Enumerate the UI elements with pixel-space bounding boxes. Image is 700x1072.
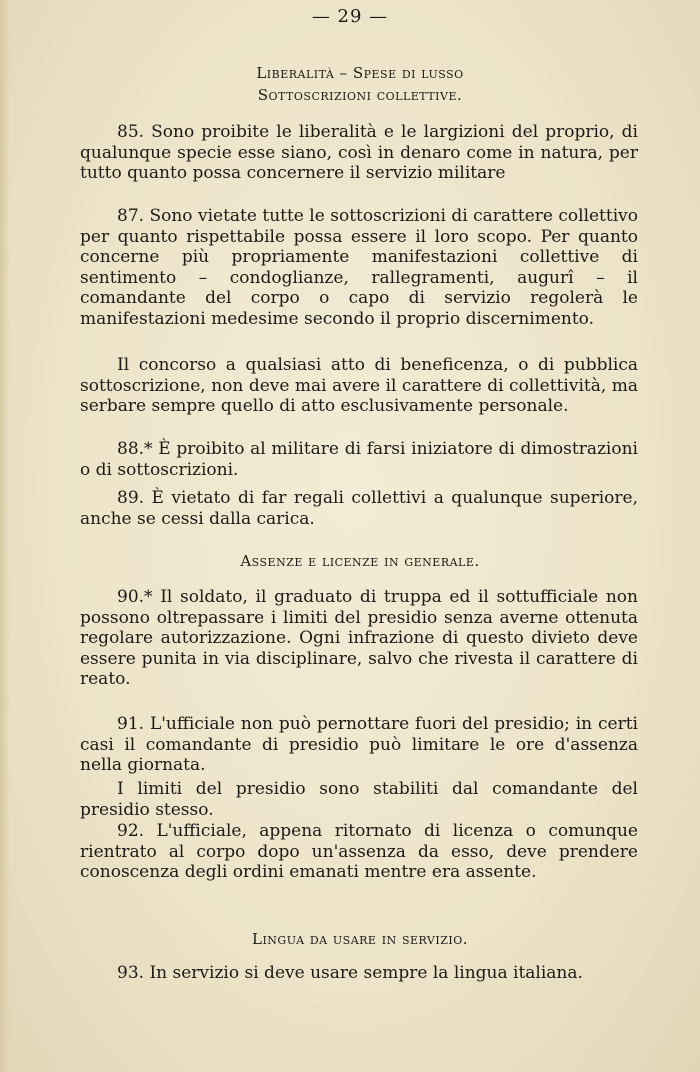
article-91: 91. L'ufficiale non può pernottare fuori del presidio; in certi casi il comandante di presidio può limitare le ore d'assenza nella giornata. — [80, 714, 638, 776]
section-heading-line-1: Liberalità – Spese di lusso — [256, 64, 464, 82]
page-fold-shadow — [0, 0, 10, 1072]
article-85: 85. Sono proibite le liberalità e le largizioni del proprio, di qualunque specie esse siano, così in denaro come in natura, per tutto quanto possa concernere il servizio militare — [80, 122, 638, 184]
article-89: 89. È vietato di far regali collettivi a qualunque superiore, anche se cessi dalla carica. — [80, 488, 638, 529]
section-heading-liberalita — [0, 62, 700, 106]
article-88: 88.* È proibito al militare di farsi iniziatore di dimostrazioni o di sottoscrizioni. — [80, 439, 638, 480]
section-heading-lingua: Lingua da usare in servizio. — [252, 930, 468, 948]
article-92: 92. L'ufficiale, appena ritornato di licenza o comunque rientrato al corpo dopo un'assenza da esso, deve prendere conoscenza degli ordini emanati mentre era assente. — [80, 821, 638, 883]
section-heading-line-2: Sottoscrizioni collettive. — [257, 86, 463, 104]
article-87-paragraph-2: Il concorso a qualsiasi atto di beneficenza, o di pubblica sottoscrizione, non deve mai avere il carattere di collettività, ma serbare sempre quello di atto esclusivamente personale. — [80, 355, 638, 417]
article-91-paragraph-2: I limiti del presidio sono stabiliti dal comandante del presidio stesso. — [80, 779, 638, 820]
article-90: 90.* Il soldato, il graduato di truppa ed il sottufficiale non possono oltrepassare i limiti del presidio senza averne ottenuta regolare autorizzazione. Ogni infrazione di questo divieto deve essere punita in via disciplinare, salvo che rivesta il carattere di reato. — [80, 587, 638, 690]
article-87: 87. Sono vietate tutte le sottoscrizioni di carattere collettivo per quanto rispettabile possa essere il loro scopo. Per quanto concerne più propriamente manifestazioni collettive di sentimento – condoglianze, rallegramenti, augurî – il comandante del corpo o capo di servizio regolerà le manifestazioni medesime secondo il proprio discernimento. — [80, 206, 638, 329]
section-heading-assenze: Assenze e licenze in generale. — [240, 552, 480, 570]
article-93: 93. In servizio si deve usare sempre la lingua italiana. — [117, 963, 583, 983]
page-number: — 29 — — [311, 6, 389, 27]
